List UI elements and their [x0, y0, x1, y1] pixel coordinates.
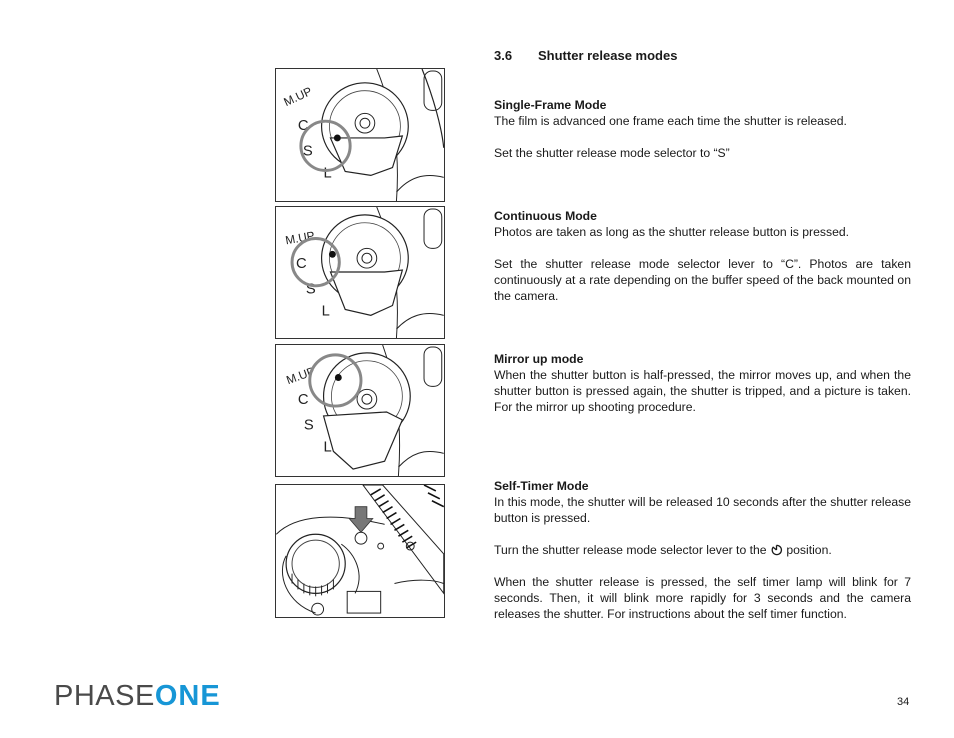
mode-continuous — [494, 208, 911, 304]
figure-continuous — [275, 206, 445, 339]
mode-heading: Self-Timer Mode — [494, 479, 589, 493]
dial-label-mirror-up: M.UP — [284, 228, 316, 248]
mode-paragraph: Set the shutter release mode selector lever to “C”. Photos are taken continuously at a rate depending on the buffer speed of the back mounted on the camera. — [494, 257, 911, 303]
dial-label-lock: L — [323, 165, 332, 182]
dial-label-single: S — [302, 143, 313, 160]
dial-label-mirror-up: M.UP — [281, 83, 315, 110]
figure-self-timer — [275, 484, 445, 618]
mode-heading: Single-Frame Mode — [494, 98, 607, 112]
page-number: 34 — [897, 696, 910, 708]
mode-paragraph: When the shutter button is half-pressed, the mirror moves up, and when the shutter button is pressed again, the shutter is tripped, and a picture is taken. For the mirror up shooting procedure. — [494, 368, 911, 414]
dial-label-continuous: C — [295, 256, 307, 273]
mode-single-frame — [494, 97, 911, 161]
mode-mirror-up — [494, 351, 911, 415]
dial-label-lock: L — [323, 439, 332, 456]
logo-phase: PHASE — [54, 680, 155, 712]
mode-instruction — [494, 542, 911, 558]
dial-label-continuous: C — [297, 118, 309, 135]
arrow-icon — [349, 507, 373, 533]
instruction-after: position. — [786, 543, 832, 557]
dial-label-mirror-up: M.UP — [284, 363, 317, 388]
mode-self-timer — [494, 478, 911, 622]
mode-paragraph: Photos are taken as long as the shutter release button is pressed. — [494, 225, 850, 239]
mode-paragraph: Set the shutter release mode selector to “S” — [494, 146, 730, 160]
section-number: 3.6 — [494, 48, 513, 63]
section-title-text: Shutter release modes — [538, 48, 678, 63]
dial-label-continuous: C — [297, 392, 309, 409]
mode-closing: When the shutter release is pressed, the self timer lamp will blink for 7 seconds. Then, it will blink more rapidly for 3 seconds and the camera releases the shutter. For instructions about the self timer function. — [494, 575, 911, 621]
mode-heading: Mirror up mode — [494, 352, 584, 366]
logo-one: ONE — [154, 680, 221, 712]
section-title — [494, 48, 677, 63]
instruction-before: Turn the shutter release mode selector lever to the — [494, 543, 767, 557]
mode-heading: Continuous Mode — [494, 209, 597, 223]
dial-label-single: S — [303, 417, 314, 434]
dial-label-single: S — [305, 281, 316, 298]
mode-paragraph: The film is advanced one frame each time the shutter is released. — [494, 114, 847, 128]
mode-paragraph: In this mode, the shutter will be released 10 seconds after the shutter release button is pressed. — [494, 495, 911, 525]
dial-label-lock: L — [321, 303, 330, 320]
phase-one-logo — [54, 681, 221, 711]
figure-single-frame — [275, 68, 445, 202]
self-timer-icon — [770, 544, 783, 556]
figure-mirror-up — [275, 344, 445, 477]
